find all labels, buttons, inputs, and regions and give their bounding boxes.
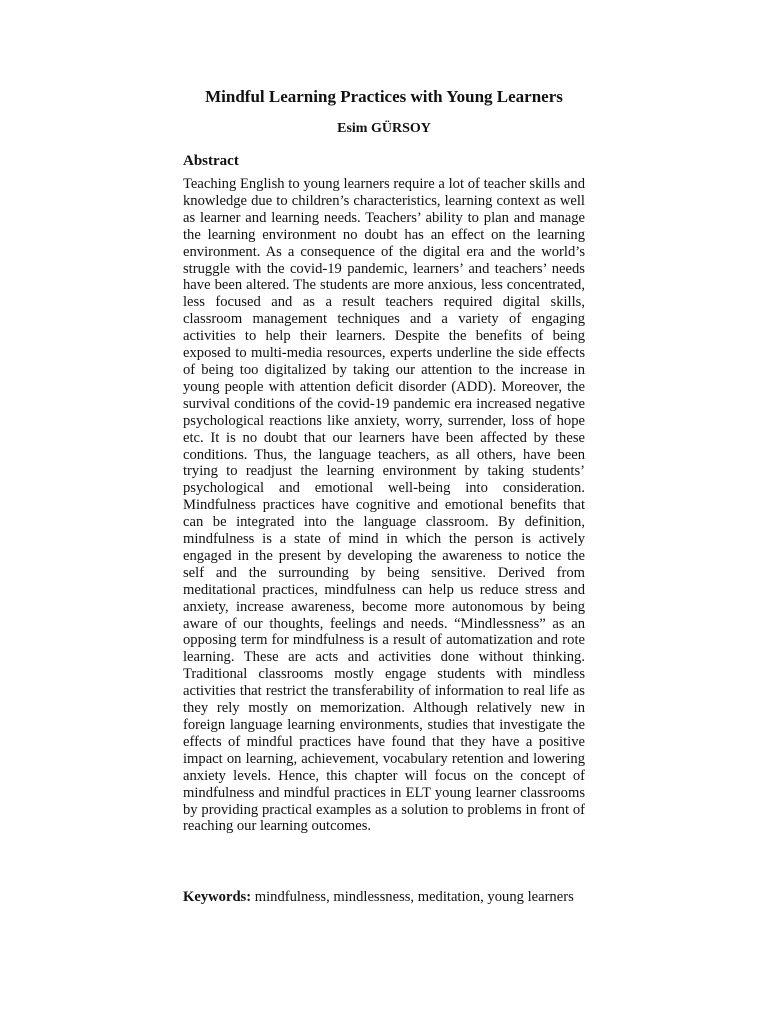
keywords-line xyxy=(183,888,585,906)
abstract-heading: Abstract xyxy=(183,153,239,169)
author-name: Esim GÜRSOY xyxy=(337,121,431,136)
keywords-label: Keywords: xyxy=(183,889,252,905)
keywords-list: mindfulness, mindlessness, meditation, young learners xyxy=(251,889,574,905)
paper-title: Mindful Learning Practices with Young Learners xyxy=(205,87,563,106)
abstract-body: Teaching English to young learners require a lot of teacher skills and knowledge due to children’s characteristics, learning context as well as learner and learning needs. Teachers’ ability to plan and manage the learning environment no doubt has an effect on the learning environment. As a consequence of the digital era and the world’s struggle with the covid-19 pandemic, learners’ and teachers’ needs have been altered. The students are more anxious, less concentrated, less focused and as a result teachers required digital skills, classroom management techniques and a variety of engaging activities to help their learners. Despite the benefits of being exposed to multi-media resources, experts underline the side effects of being too digitalized by taking our attention to the increase in young people with attention deficit disorder (ADD). Moreover, the survival conditions of the covid-19 pandemic era increased negative psychological reactions like anxiety, worry, surrender, loss of hope etc. It is no doubt that our learners have been affected by these conditions. Thus, the language teachers, as all others, have been trying to readjust the learning environment by taking students’ psychological and emotional well-being into consideration. Mindfulness practices have cognitive and emotional benefits that can be integrated into the language classroom. By definition, mindfulness is a state of mind in which the person is actively engaged in the present by developing the awareness to notice the self and the surrounding by being sensitive. Derived from meditational practices, mindfulness can help us reduce stress and anxiety, increase awareness, become more autonomous by being aware of our thoughts, feelings and needs. “Mindlessness” as an opposing term for mindfulness is a result of automatization and rote learning. These are acts and activities done without thinking. Traditional classrooms mostly engage students with mindless activities that restrict the transferability of information to real life as they rely mostly on memorization. Although relatively new in foreign language learning environments, studies that investigate the effects of mindful practices have found that they have a positive impact on learning, achievement, vocabulary retention and lowering anxiety levels. Hence, this chapter will focus on the concept of mindfulness and mindful practices in ELT young learner classrooms by providing practical examples as a solution to problems in front of reaching our learning outcomes. xyxy=(183,176,585,835)
